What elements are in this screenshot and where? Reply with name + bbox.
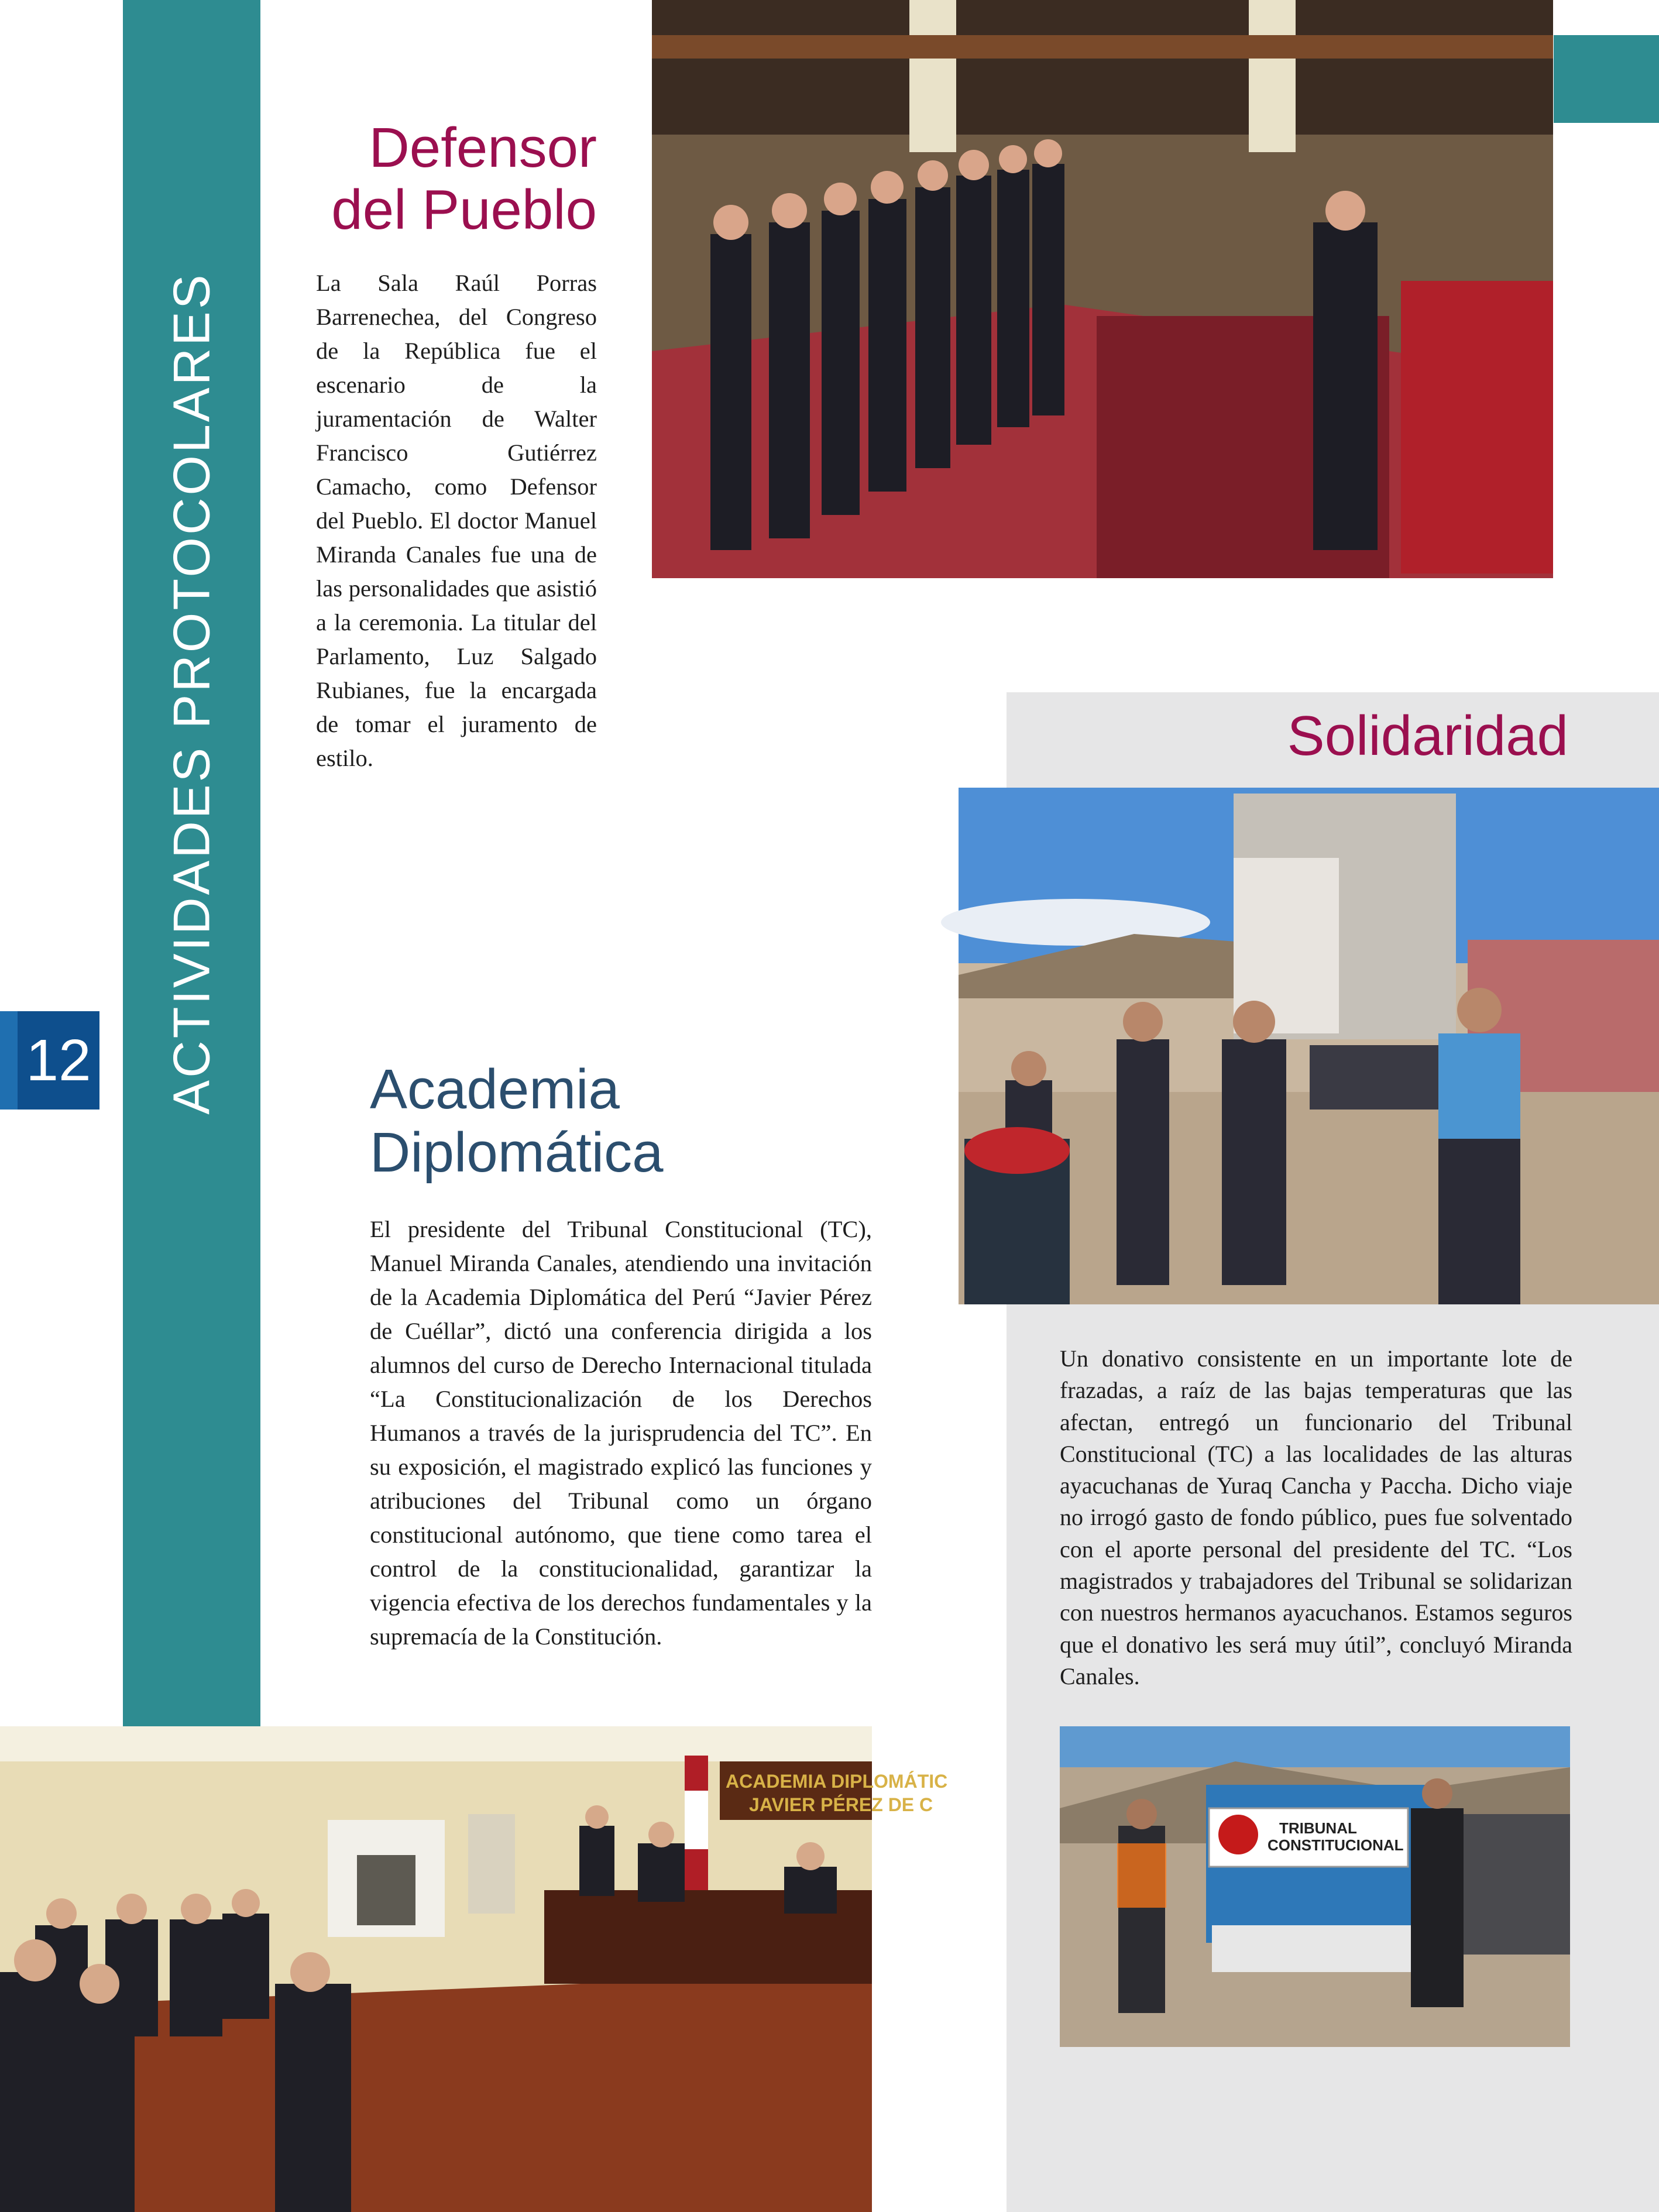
page-tab-stripe xyxy=(0,1011,18,1110)
congress-ceremony-photo xyxy=(652,0,1553,578)
page-number: 12 xyxy=(26,1027,91,1093)
academia-title xyxy=(370,1058,897,1185)
academy-sign-line2: JAVIER PÉREZ DE C xyxy=(749,1794,933,1815)
section-title-text: ACTIVIDADES PROTOCOLARES xyxy=(162,272,221,1115)
truck-donation-photo xyxy=(1060,1726,1570,2047)
solidaridad-title: Solidaridad xyxy=(1287,705,1568,767)
academia-body: El presidente del Tribunal Constitucional (TC), Manuel Miranda Canales, atendiendo una invitación de la Academia Diplomática del Perú “Javier Pérez de Cuéllar”, dictó una conferencia dirigida a los alumnos del curso de Derecho Internacional titulada “La Constitucionalización de los Derechos Humanos a través de la jurisprudencia del TC”. En su exposición, el magistrado explicó las funciones y atribuciones del Tribunal como un órgano constitucional autónomo, que tiene como tarea el control de la constitucionalidad, garantizar la vigencia efectiva de los derechos fundamentales y la supremacía de la Constitución. xyxy=(370,1216,872,1650)
tribunal-banner-line2: CONSTITUCIONAL xyxy=(1268,1836,1404,1854)
defensor-title-line2: del Pueblo xyxy=(331,178,597,241)
section-title xyxy=(123,0,260,1726)
academia-title-line2: Diplomática xyxy=(370,1121,664,1184)
solidaridad-body: Un donativo consistente en un importante lote de frazadas, a raíz de las bajas temperaturas que las afectan, entregó un funcionario del Tribunal Constitucional (TC) a las localidades de las alturas ayacuchanas de Yuraq Cancha y Paccha. Dicho viaje no irrogó gasto de fondo público, pues fue solventado con el aporte personal del presidente del TC. “Los magistrados y trabajadores del Tribunal se solidarizan con nuestros hermanos ayacuchanos. Estamos seguros que el donativo les será muy útil”, concluyó Miranda Canales. xyxy=(1060,1345,1572,1689)
defensor-title-line1: Defensor xyxy=(369,116,597,179)
defensor-title xyxy=(293,117,597,241)
blanket-donation-photo xyxy=(959,788,1659,1304)
tribunal-banner-line1: TRIBUNAL xyxy=(1279,1819,1357,1837)
academia-title-line1: Academia xyxy=(370,1058,620,1121)
academy-conference-photo xyxy=(0,1726,948,2212)
academy-sign-line1: ACADEMIA DIPLOMÁTIC xyxy=(726,1771,948,1792)
corner-tab xyxy=(1554,35,1659,123)
defensor-body: La Sala Raúl Porras Barrenechea, del Congreso de la República fue el escenario de la juramentación de Walter Francisco Gutiérrez Camacho, como Defensor del Pueblo. El doctor Manuel Miranda Canales fue una de las personalidades que asistió a la ceremonia. La titular del Parlamento, Luz Salgado Rubianes, fue la encargada de tomar el juramento de estilo. xyxy=(316,270,597,771)
